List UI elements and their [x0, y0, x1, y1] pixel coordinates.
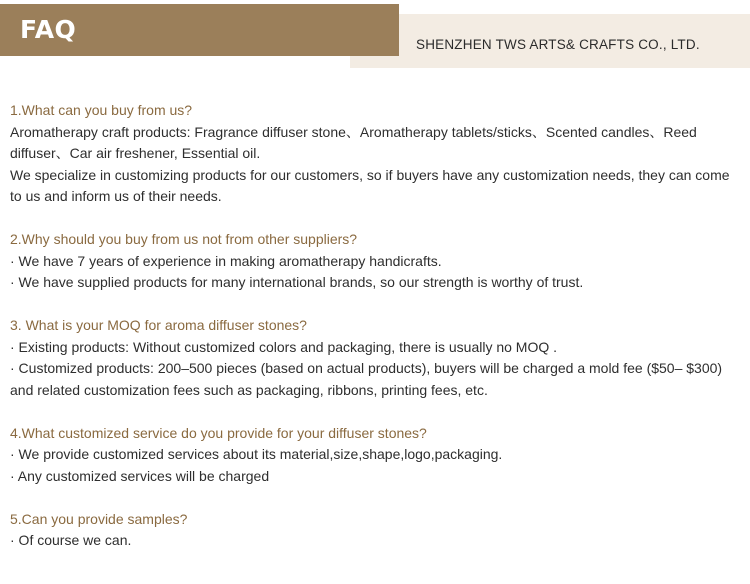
- faq-item-4: [10, 423, 742, 488]
- faq-answer: · Customized products: 200–500 pieces (based on actual products), buyers will be charged a mold fee ($50– $300) and related customization fees such as packaging, ribbons, printing fees, etc.: [10, 360, 723, 398]
- faq-answer: · We have supplied products for many international brands, so our strength is worthy of trust.: [10, 274, 584, 290]
- faq-item-5: [10, 509, 742, 552]
- faq-answer: · Of course we can.: [10, 532, 132, 548]
- faq-list: [10, 100, 742, 573]
- company-name: SHENZHEN TWS ARTS& CRAFTS CO., LTD.: [416, 37, 700, 52]
- faq-question: 5.Can you provide samples?: [10, 510, 188, 527]
- faq-item-3: [10, 315, 742, 401]
- faq-item-1: [10, 100, 742, 208]
- faq-answer: · Existing products: Without customized colors and packaging, there is usually no MOQ .: [10, 338, 558, 355]
- faq-answer: We specialize in customizing products for our customers, so if buyers have any customization needs, they can come to us and inform us of their needs.: [10, 166, 730, 204]
- faq-answer: Aromatherapy craft products: Fragrance diffuser stone、Aromatherapy tablets/sticks、Scented candles、Reed diffuser、Car air freshener, Essential oil.: [10, 123, 697, 161]
- faq-question: 1.What can you buy from us?: [10, 102, 193, 118]
- faq-answer: · Any customized services will be charged: [10, 467, 270, 484]
- faq-item-2: [10, 229, 742, 294]
- faq-answer: · We have 7 years of experience in making aromatherapy handicrafts.: [10, 252, 442, 269]
- faq-answer: · We provide customized services about its material,size,shape,logo,packaging.: [10, 446, 503, 462]
- faq-question: 4.What customized service do you provide for your diffuser stones?: [10, 424, 427, 441]
- page-title: FAQ: [20, 15, 77, 44]
- faq-question: 3. What is your MOQ for aroma diffuser stones?: [10, 317, 307, 333]
- faq-question: 2.Why should you buy from us not from other suppliers?: [10, 231, 358, 247]
- page-header: [0, 0, 750, 70]
